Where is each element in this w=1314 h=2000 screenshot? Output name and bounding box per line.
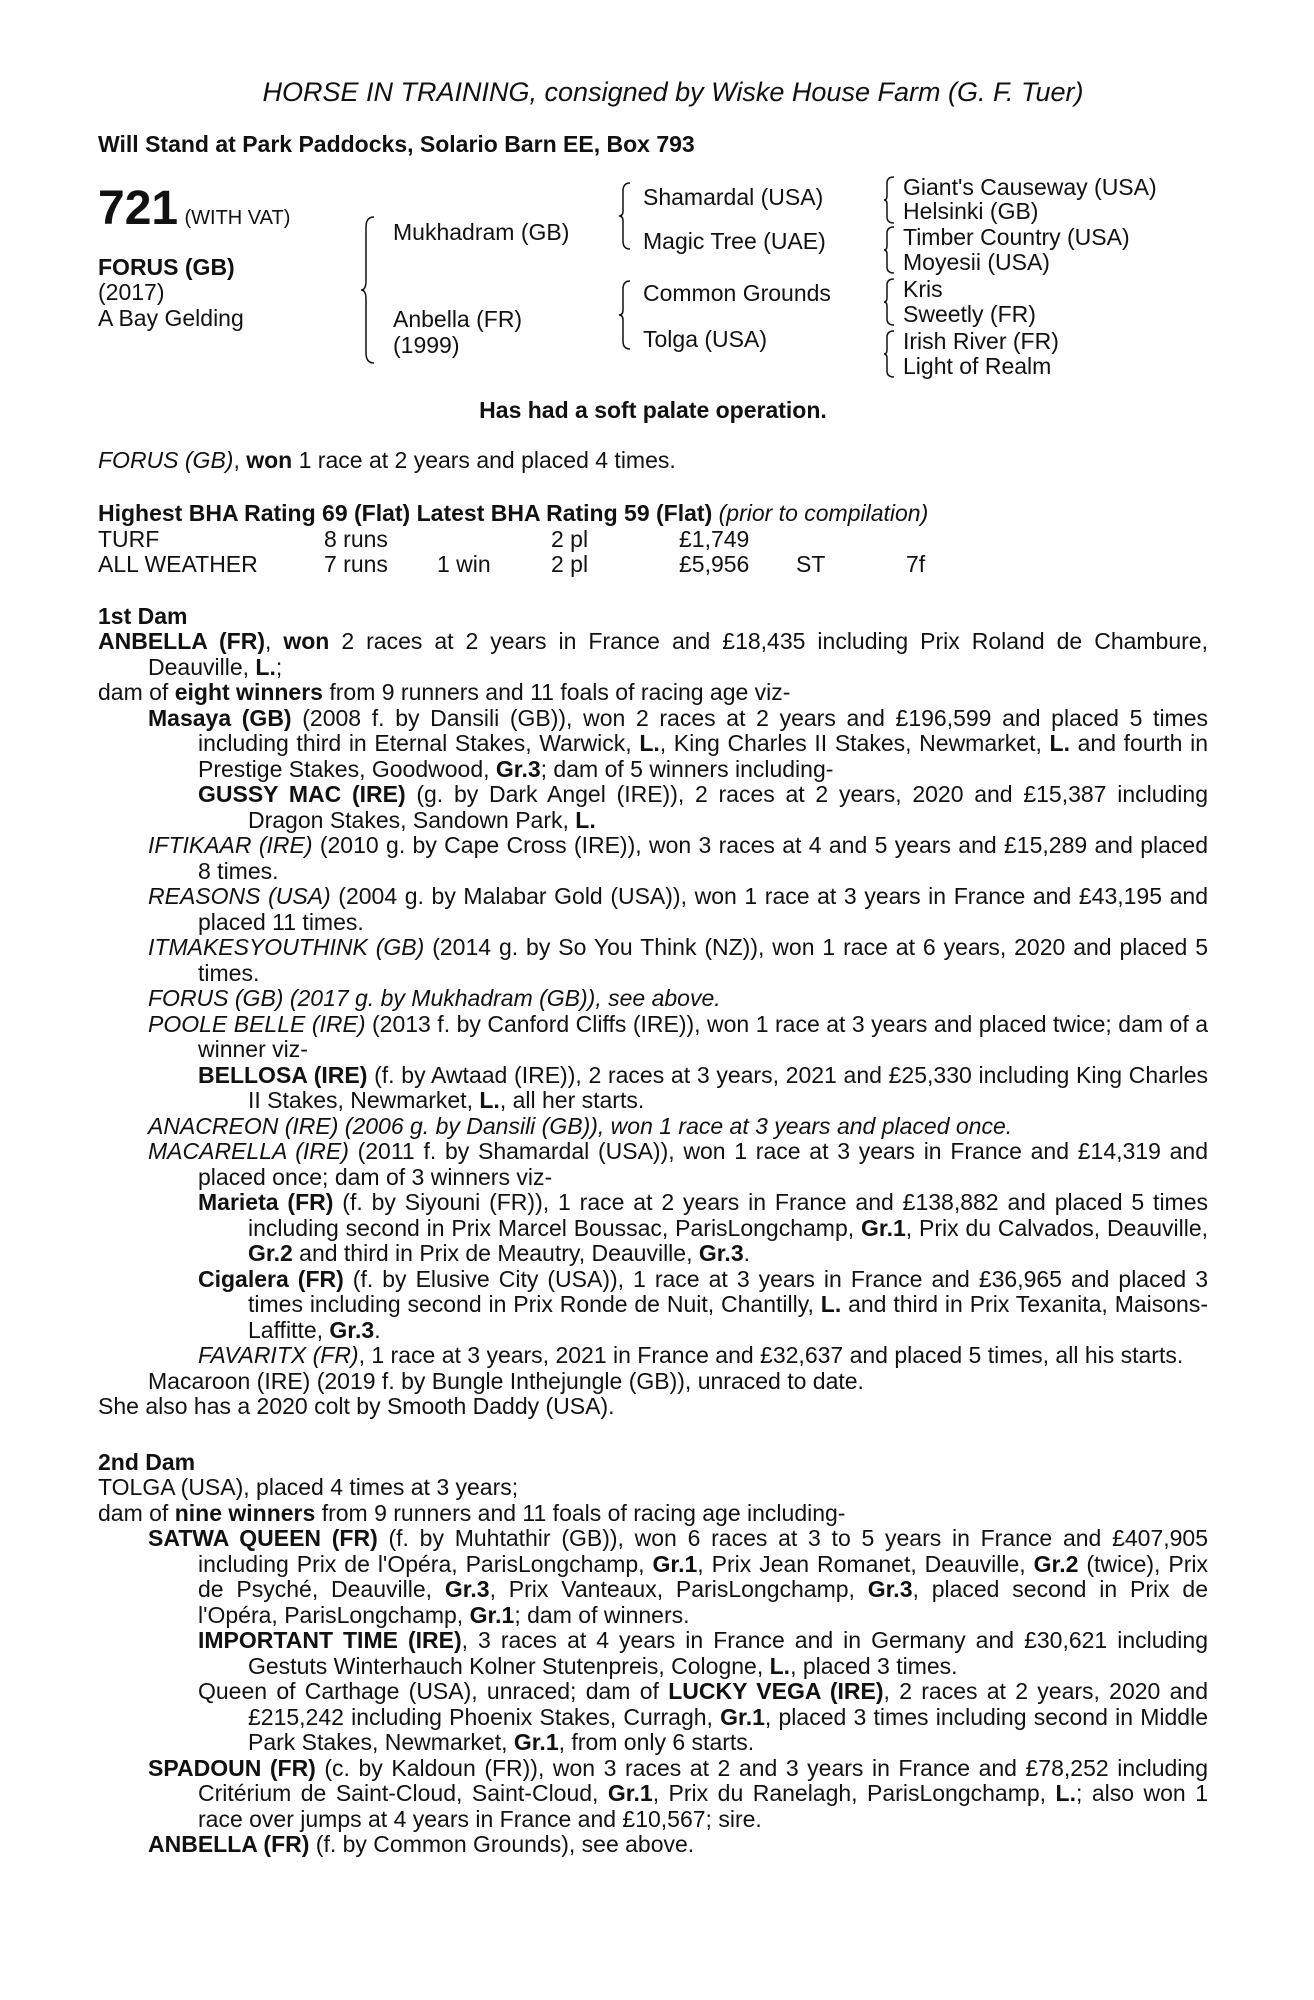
list-item: Queen of Carthage (USA), unraced; dam of LUCKY VEGA (IRE), 2 races at 2 years, 2020 and £215,242 including Phoenix Stakes, Curragh, Gr.1, placed 3 times including second in Middle Park Stakes, Newmarket, Gr.1, from only 6 starts. xyxy=(198,1678,1208,1755)
dam-dam-sire: Irish River (FR) xyxy=(903,328,1059,354)
dam-sire-dam: Sweetly (FR) xyxy=(903,301,1036,327)
first-dam-section xyxy=(98,604,1208,1420)
foaling-year: (2017) xyxy=(98,279,165,305)
lot-number: 721 xyxy=(98,182,179,235)
second-dam-produce-summary: dam of nine winners from 9 runners and 11 foals of racing age including- xyxy=(98,1499,846,1526)
table-row xyxy=(98,552,925,578)
horse-name: FORUS (GB) xyxy=(98,254,235,280)
sire-dam-sire: Timber Country (USA) xyxy=(903,224,1130,250)
vat-label: (WITH VAT) xyxy=(184,207,291,229)
sire-line-brace-icon xyxy=(618,181,634,251)
record-placed: 2 pl xyxy=(551,551,589,577)
record-runs: 7 runs xyxy=(324,551,388,577)
gen3-brace-3-icon xyxy=(883,277,897,327)
sire-sire-sire: Giant's Causeway (USA) xyxy=(903,174,1157,200)
second-dam-section xyxy=(98,1450,1208,1858)
list-item: Cigalera (FR) (f. by Elusive City (USA)), 1 race at 3 years in France and £36,965 and placed 3 times including second in Prix Ronde de Nuit, Chantilly, L. and third in Prix Texanita, Maisons-Laffitte, Gr.3. xyxy=(198,1265,1208,1343)
list-item: POOLE BELLE (IRE) (2013 f. by Canford Cliffs (IRE)), won 1 race at 3 years and placed twice; dam of a winner viz- xyxy=(148,1010,1208,1062)
list-item: Marieta (FR) (f. by Siyouni (FR)), 1 race at 2 years in France and £138,882 and placed 5 times including second in Prix Marcel Boussac, ParisLongchamp, Gr.1, Prix du Calvados, Deauville, Gr.2 and third in Prix de Meautry, Deauville, Gr.3. xyxy=(198,1189,1209,1266)
list-item: ANACREON (IRE) (2006 g. by Dansili (GB)), won 1 race at 3 years and placed once. xyxy=(148,1112,1013,1139)
summary-horse-name: FORUS (GB) xyxy=(98,446,234,473)
veterinary-note: Has had a soft palate operation. xyxy=(479,397,827,423)
horse-description: A Bay Gelding xyxy=(98,305,244,331)
list-item: ANBELLA (FR) (f. by Common Grounds), see above. xyxy=(148,1831,695,1857)
record-distance xyxy=(906,527,925,553)
pedigree-table xyxy=(98,175,1208,420)
record-placed: 2 pl xyxy=(551,525,589,552)
dam-dam: Tolga (USA) xyxy=(643,326,767,352)
consignor-header: HORSE IN TRAINING, consigned by Wiske House Farm (G. F. Tuer) xyxy=(262,77,1084,107)
gen3-brace-1-icon xyxy=(883,175,897,225)
first-dam-footnote: She also has a 2020 colt by Smooth Daddy (USA). xyxy=(98,1393,615,1419)
list-item: GUSSY MAC (IRE) (g. by Dark Angel (IRE)), 2 races at 2 years, 2020 and £15,387 including Dragon Stakes, Sandown Park, L. xyxy=(198,781,1208,833)
second-dam-entry: TOLGA (USA), placed 4 times at 3 years; xyxy=(98,1474,519,1500)
gen3-brace-4-icon xyxy=(883,329,897,379)
list-item: BELLOSA (IRE) (f. by Awtaad (IRE)), 2 races at 3 years, 2021 and £25,330 including King Charles II Stakes, Newmarket, L., all her starts. xyxy=(198,1061,1209,1113)
record-runs: 8 runs xyxy=(324,525,388,552)
dam-sire: Common Grounds xyxy=(643,280,831,306)
dam-name: ANBELLA (FR) xyxy=(98,628,265,654)
race-summary: FORUS (GB), won 1 race at 2 years and placed 4 times. xyxy=(98,446,676,473)
bha-rating xyxy=(98,501,1208,527)
sire-sire-dam: Helsinki (GB) xyxy=(903,198,1039,224)
gen3-brace-2-icon xyxy=(883,225,897,275)
record-surface: TURF xyxy=(98,525,160,552)
list-item: Macaroon (IRE) (2019 f. by Bungle Inthejungle (GB)), unraced to date. xyxy=(148,1367,864,1394)
list-item: FAVARITX (FR), 1 race at 3 years, 2021 in France and £32,637 and placed 5 times, all his starts. xyxy=(198,1342,1184,1368)
list-item: SATWA QUEEN (FR) (f. by Muhtathir (GB)), won 6 races at 3 to 5 years in France and £407,905 including Prix de l'Opéra, ParisLongchamp, Gr.1, Prix Jean Romanet, Deauville, Gr.2 (twice), Prix de Psyché, Deauville, Gr.3, Prix Vanteaux, ParisLongchamp, Gr.3, placed second in Prix de l'Opéra, ParisLongchamp, Gr.1; dam of winners. xyxy=(148,1525,1209,1628)
record-wins: 1 win xyxy=(437,551,491,577)
stabling-location: Will Stand at Park Paddocks, Solario Barn EE, Box 793 xyxy=(98,130,695,157)
dam-dam-dam: Light of Realm xyxy=(903,353,1052,379)
record-wins xyxy=(437,527,551,553)
sire: Mukhadram (GB) xyxy=(393,219,570,245)
dam-line-brace-icon xyxy=(618,279,634,351)
second-dam-heading: 2nd Dam xyxy=(98,1448,196,1475)
list-item: Masaya (GB) (2008 f. by Dansili (GB)), won 2 races at 2 years and £196,599 and placed 5 times including third in Eternal Stakes, Warwick, L., King Charles II Stakes, Newmarket, L. and fourth in Prestige Stakes, Goodwood, Gr.3; dam of 5 winners including- xyxy=(148,704,1209,782)
list-item: ITMAKESYOUTHINK (GB) (2014 g. by So You Think (NZ)), won 1 race at 6 years, 2020 and placed 5 times. xyxy=(148,934,1208,986)
catalogue-page xyxy=(98,77,1209,1858)
sire-dam-brace-icon xyxy=(360,215,380,365)
list-item: FORUS (GB) (2017 g. by Mukhadram (GB)), see above. xyxy=(148,985,721,1011)
dam: Anbella (FR) xyxy=(393,306,523,332)
dam-sire-sire: Kris xyxy=(903,276,943,302)
record-surface: ALL WEATHER xyxy=(98,551,258,577)
first-dam-entry: ANBELLA (FR), won 2 races at 2 years in France and £18,435 including Prix Roland de Chambure, Deauville, L.; xyxy=(98,628,1208,680)
sire-dam: Magic Tree (UAE) xyxy=(643,228,826,254)
summary-text: 1 race at 2 years and placed 4 times. xyxy=(292,446,676,473)
record-type: ST xyxy=(796,551,826,577)
sire-dam-dam: Moyesii (USA) xyxy=(903,249,1050,275)
list-item: REASONS (USA) (2004 g. by Malabar Gold (USA)), won 1 race at 3 years in France and £43,195 and placed 11 times. xyxy=(148,883,1208,935)
rating-text: Highest BHA Rating 69 (Flat) Latest BHA Rating 59 (Flat) xyxy=(98,500,713,526)
list-item: MACARELLA (IRE) (2011 f. by Shamardal (USA)), won 1 race at 3 years in France and £14,319 and placed once; dam of 3 winners viz- xyxy=(148,1138,1208,1190)
table-row xyxy=(98,527,925,553)
list-item: IMPORTANT TIME (IRE), 3 races at 4 years in France and in Germany and £30,621 including Gestuts Winterhauch Kolner Stutenpreis, Cologne, L., placed 3 times. xyxy=(198,1627,1208,1679)
dam-year: (1999) xyxy=(393,332,460,358)
first-dam-heading: 1st Dam xyxy=(98,602,188,629)
list-item: SPADOUN (FR) (c. by Kaldoun (FR)), won 3 races at 2 and 3 years in France and £78,252 including Critérium de Saint-Cloud, Saint-Cloud, Gr.1, Prix du Ranelagh, ParisLongchamp, L.; also won 1 race over jumps at 4 years in France and £10,567; sire. xyxy=(148,1754,1208,1832)
record-distance: 7f xyxy=(906,551,926,577)
sire-sire: Shamardal (USA) xyxy=(643,184,824,210)
summary-won: won xyxy=(246,446,293,473)
list-item: IFTIKAAR (IRE) (2010 g. by Cape Cross (IRE)), won 3 races at 4 and 5 years and £15,289 and placed 8 times. xyxy=(148,832,1208,884)
record-amount: £5,956 xyxy=(679,551,750,577)
record-amount: £1,749 xyxy=(679,525,750,552)
record-type xyxy=(796,527,906,553)
race-record-table xyxy=(98,527,925,578)
lot-number-line xyxy=(98,182,291,235)
first-dam-produce-summary: dam of eight winners from 9 runners and 11 foals of racing age viz- xyxy=(98,679,791,705)
rating-note: (prior to compilation) xyxy=(718,500,929,526)
